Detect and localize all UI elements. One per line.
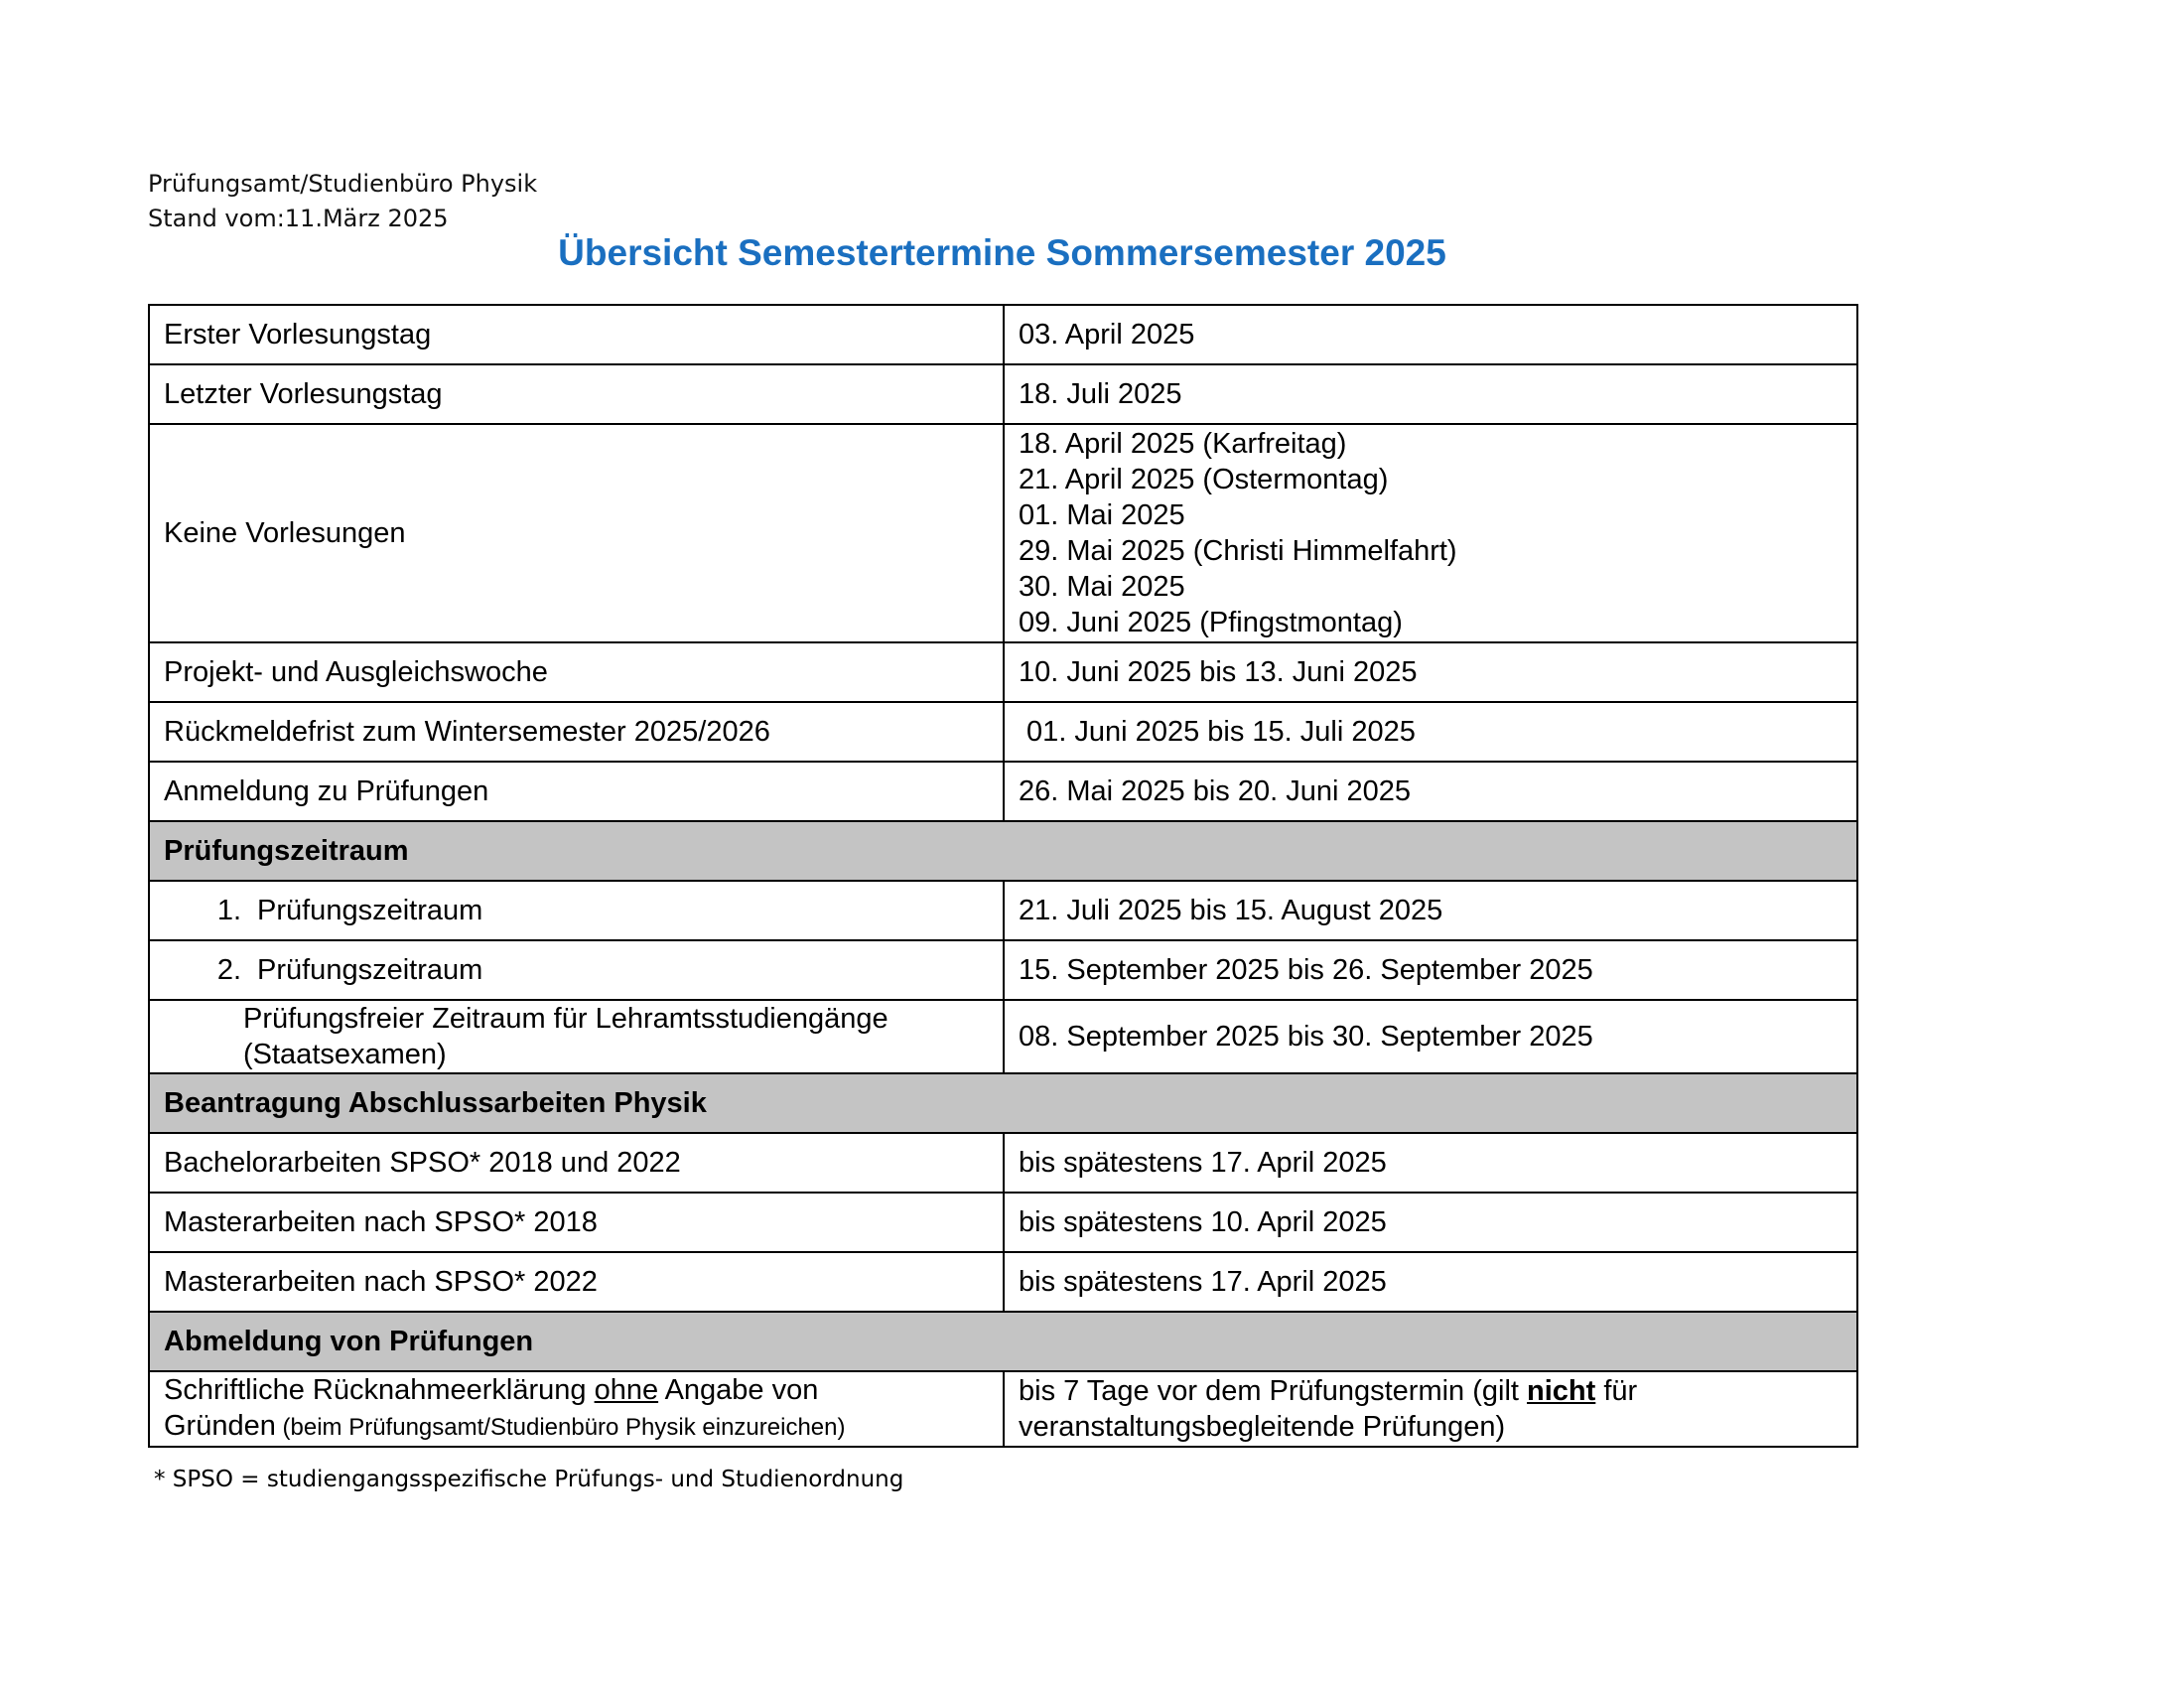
section-heading: Prüfungszeitraum bbox=[149, 821, 1857, 881]
row-value: 21. Juli 2025 bis 15. August 2025 bbox=[1004, 881, 1857, 940]
list-item: 09. Juni 2025 (Pfingstmontag) bbox=[1019, 607, 1403, 638]
row-label: Masterarbeiten nach SPSO* 2022 bbox=[149, 1252, 1004, 1312]
row-value: 15. September 2025 bis 26. September 2025 bbox=[1004, 940, 1857, 1000]
value-text: bis 7 Tage vor dem Prüfungstermin (gilt bbox=[1019, 1375, 1528, 1407]
row-label: Rückmeldefrist zum Wintersemester 2025/2026 bbox=[149, 702, 1004, 762]
table-row bbox=[149, 305, 1857, 364]
row-value: 08. September 2025 bis 30. September 2025 bbox=[1004, 1000, 1857, 1073]
row-label-line: (Staatsexamen) bbox=[243, 1039, 447, 1070]
table-row bbox=[149, 642, 1857, 702]
row-label-text: Prüfungszeitraum bbox=[257, 954, 483, 986]
row-value-line: veranstaltungsbegleitende Prüfungen) bbox=[1019, 1411, 1506, 1443]
label-note: (beim Prüfungsamt/Studienbüro Physik einzureichen) bbox=[275, 1414, 846, 1441]
table-row bbox=[149, 762, 1857, 821]
table-row bbox=[149, 1252, 1857, 1312]
row-value bbox=[1004, 1371, 1857, 1447]
row-label-line: Prüfungsfreier Zeitraum für Lehramtsstudiengänge bbox=[243, 1003, 888, 1035]
list-item: 18. April 2025 (Karfreitag) bbox=[1019, 428, 1347, 460]
row-label: Letzter Vorlesungstag bbox=[149, 364, 1004, 424]
label-underlined: ohne bbox=[594, 1374, 659, 1406]
section-heading-row bbox=[149, 1073, 1857, 1133]
row-label bbox=[149, 940, 1004, 1000]
row-label: Erster Vorlesungstag bbox=[149, 305, 1004, 364]
section-heading: Beantragung Abschlussarbeiten Physik bbox=[149, 1073, 1857, 1133]
list-item: 30. Mai 2025 bbox=[1019, 571, 1185, 603]
row-value: 01. Juni 2025 bis 15. Juli 2025 bbox=[1004, 702, 1857, 762]
table-row bbox=[149, 364, 1857, 424]
footnote: * SPSO = studiengangsspezifische Prüfungs- und Studienordnung bbox=[154, 1467, 904, 1492]
list-item: 29. Mai 2025 (Christi Himmelfahrt) bbox=[1019, 535, 1457, 567]
date-line: Stand vom:11.März 2025 bbox=[148, 205, 449, 232]
row-label: Masterarbeiten nach SPSO* 2018 bbox=[149, 1193, 1004, 1252]
list-number: 2. bbox=[216, 954, 241, 986]
table-row bbox=[149, 1133, 1857, 1193]
row-label-line bbox=[164, 1372, 989, 1408]
list-number: 1. bbox=[216, 895, 241, 926]
row-value: bis spätestens 17. April 2025 bbox=[1004, 1133, 1857, 1193]
row-label: Bachelorarbeiten SPSO* 2018 und 2022 bbox=[149, 1133, 1004, 1193]
row-value: 18. Juli 2025 bbox=[1004, 364, 1857, 424]
row-value-list bbox=[1004, 424, 1857, 642]
row-label-text: Prüfungszeitraum bbox=[257, 895, 483, 926]
table-row bbox=[149, 881, 1857, 940]
page-title: Übersicht Semestertermine Sommersemester 2025 bbox=[558, 232, 1446, 273]
row-label-line bbox=[164, 1408, 989, 1446]
schedule-table bbox=[148, 304, 1858, 1448]
row-value: bis spätestens 10. April 2025 bbox=[1004, 1193, 1857, 1252]
label-text: Angabe von bbox=[658, 1374, 819, 1406]
table-row bbox=[149, 1193, 1857, 1252]
table-row bbox=[149, 1371, 1857, 1447]
value-text: für bbox=[1595, 1375, 1638, 1407]
row-label: Anmeldung zu Prüfungen bbox=[149, 762, 1004, 821]
label-text: Gründen bbox=[164, 1410, 276, 1442]
row-value: bis spätestens 17. April 2025 bbox=[1004, 1252, 1857, 1312]
value-emphasis: nicht bbox=[1527, 1375, 1596, 1407]
table-row bbox=[149, 1000, 1857, 1073]
row-value: 26. Mai 2025 bis 20. Juni 2025 bbox=[1004, 762, 1857, 821]
row-label bbox=[149, 1371, 1004, 1447]
label-text: Schriftliche Rücknahmeerklärung bbox=[164, 1374, 595, 1406]
list-item: 21. April 2025 (Ostermontag) bbox=[1019, 464, 1389, 495]
list-item: 01. Mai 2025 bbox=[1019, 499, 1185, 531]
table-row bbox=[149, 702, 1857, 762]
row-label bbox=[149, 881, 1004, 940]
row-value-line bbox=[1019, 1373, 1843, 1409]
document-header bbox=[148, 167, 537, 236]
office-name: Prüfungsamt/Studienbüro Physik bbox=[148, 170, 538, 198]
row-value: 10. Juni 2025 bis 13. Juni 2025 bbox=[1004, 642, 1857, 702]
table-row bbox=[149, 424, 1857, 642]
row-label: Projekt- und Ausgleichswoche bbox=[149, 642, 1004, 702]
row-value: 03. April 2025 bbox=[1004, 305, 1857, 364]
section-heading-row bbox=[149, 821, 1857, 881]
row-label bbox=[149, 1000, 1004, 1073]
section-heading: Abmeldung von Prüfungen bbox=[149, 1312, 1857, 1371]
section-heading-row bbox=[149, 1312, 1857, 1371]
row-label: Keine Vorlesungen bbox=[149, 424, 1004, 642]
table-row bbox=[149, 940, 1857, 1000]
